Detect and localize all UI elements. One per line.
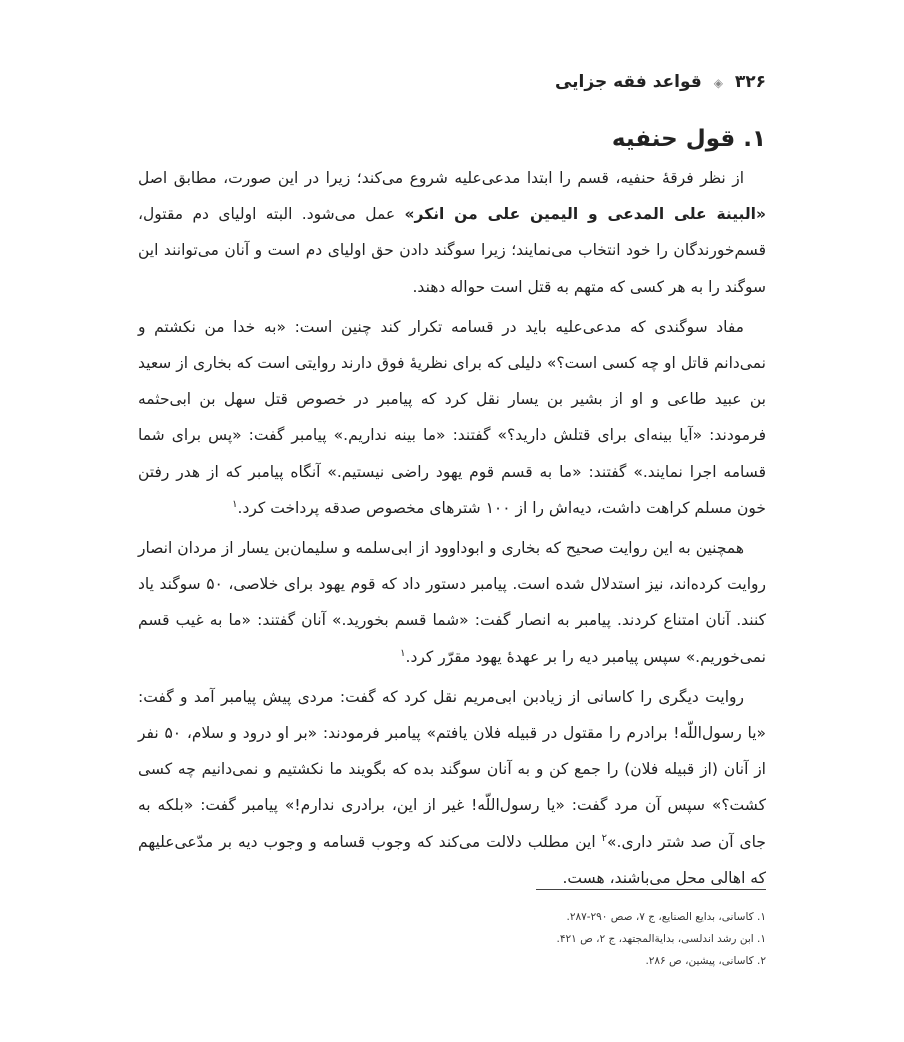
section-title: ۱. قول حنفیه [611, 126, 766, 152]
footnote-item: ۱. ابن رشد اندلسی، بدایة‌المجتهد، ج ۲، ص ۴۲۱. [556, 933, 766, 945]
paragraph-1-rest: عمل می‌شود. البته اولیای دم مقتول، قسم‌خورندگان را خود انتخاب می‌نمایند؛ زیرا سوگند دادن حق اولیای دم است و آنان می‌توانند این سوگند را به هر کسی که متهم به قتل است حواله دهند. [138, 205, 766, 296]
paragraph-2 [138, 309, 766, 526]
running-header [138, 68, 766, 97]
legal-maxim: «البینة علی المدعی و الیمین علی من انکر» [404, 205, 766, 224]
footnote-ref[interactable]: ۱ [232, 498, 238, 510]
paragraph-4-text: روایت دیگری را کاسانی از زیادبن ابی‌مریم نقل کرد که گفت: مردی پیش پیامبر آمد و گفت: «یا رسول‌اللّه! برادرم را مقتول در قبیله فلان یافتم» پیامبر فرمودند: «بر او درود و سلام، ۵۰ نفر از آنان (از قبیله فلان) را جمع کن و به آنان سوگند بده که بگویند ما نکشتیم و نمی‌دانیم چه کسی کشت؟» سپس آن مرد گفت: «یا رسول‌اللّه! غیر از این، برادری ندارم!» پیامبر گفت: «بلکه به جای آن صد شتر داری.» [138, 687, 766, 851]
paragraph-3-text: همچنین به این روایت صحیح که بخاری و ابوداوود از ابی‌سلمه و سلیمان‌بن یسار از مردان انصار روایت کرده‌اند، نیز استدلال شده است. پیامبر دستور داد که قوم یهود برای خلاصی، ۵۰ سوگند یاد کنند. آنان امتناع کردند. پیامبر به انصار گفت: «شما قسم بخورید.» آنان گفتند: «ما به غیب قسم نمی‌خوریم.» سپس پیامبر دیه را بر عهدهٔ یهود مقرّر کرد. [138, 539, 766, 666]
footnotes [138, 906, 766, 972]
body-text [138, 160, 766, 900]
paragraph-3 [138, 530, 766, 675]
footnote-item: ۲. کاسانی، پیشین، ص ۲۸۶. [645, 955, 766, 967]
footnote-ref[interactable]: ۲ [601, 832, 608, 844]
ornament-icon: ◈ [713, 76, 723, 90]
page-number: ۳۲۶ [734, 72, 766, 92]
paragraph-4 [138, 679, 766, 896]
paragraph-2-text: مفاد سوگندی که مدعی‌علیه باید در قسامه تکرار کند چنین است: «به خدا من نکشتم و نمی‌دانم قاتل او چه کسی است؟» دلیلی که برای نظریهٔ فوق دارند روایتی است که بخاری از سعید بن عبید طاعی و او از بشیر بن یسار نقل کرد که پیامبر در خصوص قتل سهل بن ابی‌حثمه فرمودند: «آیا بینه‌ای برای قتلش دارید؟» گفتند: «ما بینه نداریم.» پیامبر گفت: «پس برای شما قسامه اجرا نمایند.» گفتند: «ما به قسم قوم یهود راضی نیستیم.» آنگاه پیامبر که از هدر رفتن خون مسلم کراهت داشت، دیه‌اش را از ۱۰۰ شترهای مخصوص صدقه پرداخت کرد. [138, 317, 766, 517]
footnote-item: ۱. کاسانی، بدایع الصنایع، ج ۷، صص ۲۹۰-۲۸۷. [566, 911, 766, 923]
paragraph-1 [138, 160, 766, 305]
paragraph-1-text: از نظر فرقهٔ حنفیه، قسم را ابتدا مدعی‌علیه شروع می‌کند؛ زیرا در این صورت، مطابق اصل [138, 169, 744, 187]
book-title: قواعد فقه جزایی [554, 72, 702, 92]
footnote-divider [536, 889, 766, 890]
paragraph-4-conclusion: این مطلب دلالت می‌کند که وجوب قسامه و وجوب دیه بر مدّعی‌علیهم که اهالی محل می‌باشند، هست. [138, 832, 766, 887]
footnote-ref[interactable]: ۱ [400, 647, 406, 659]
